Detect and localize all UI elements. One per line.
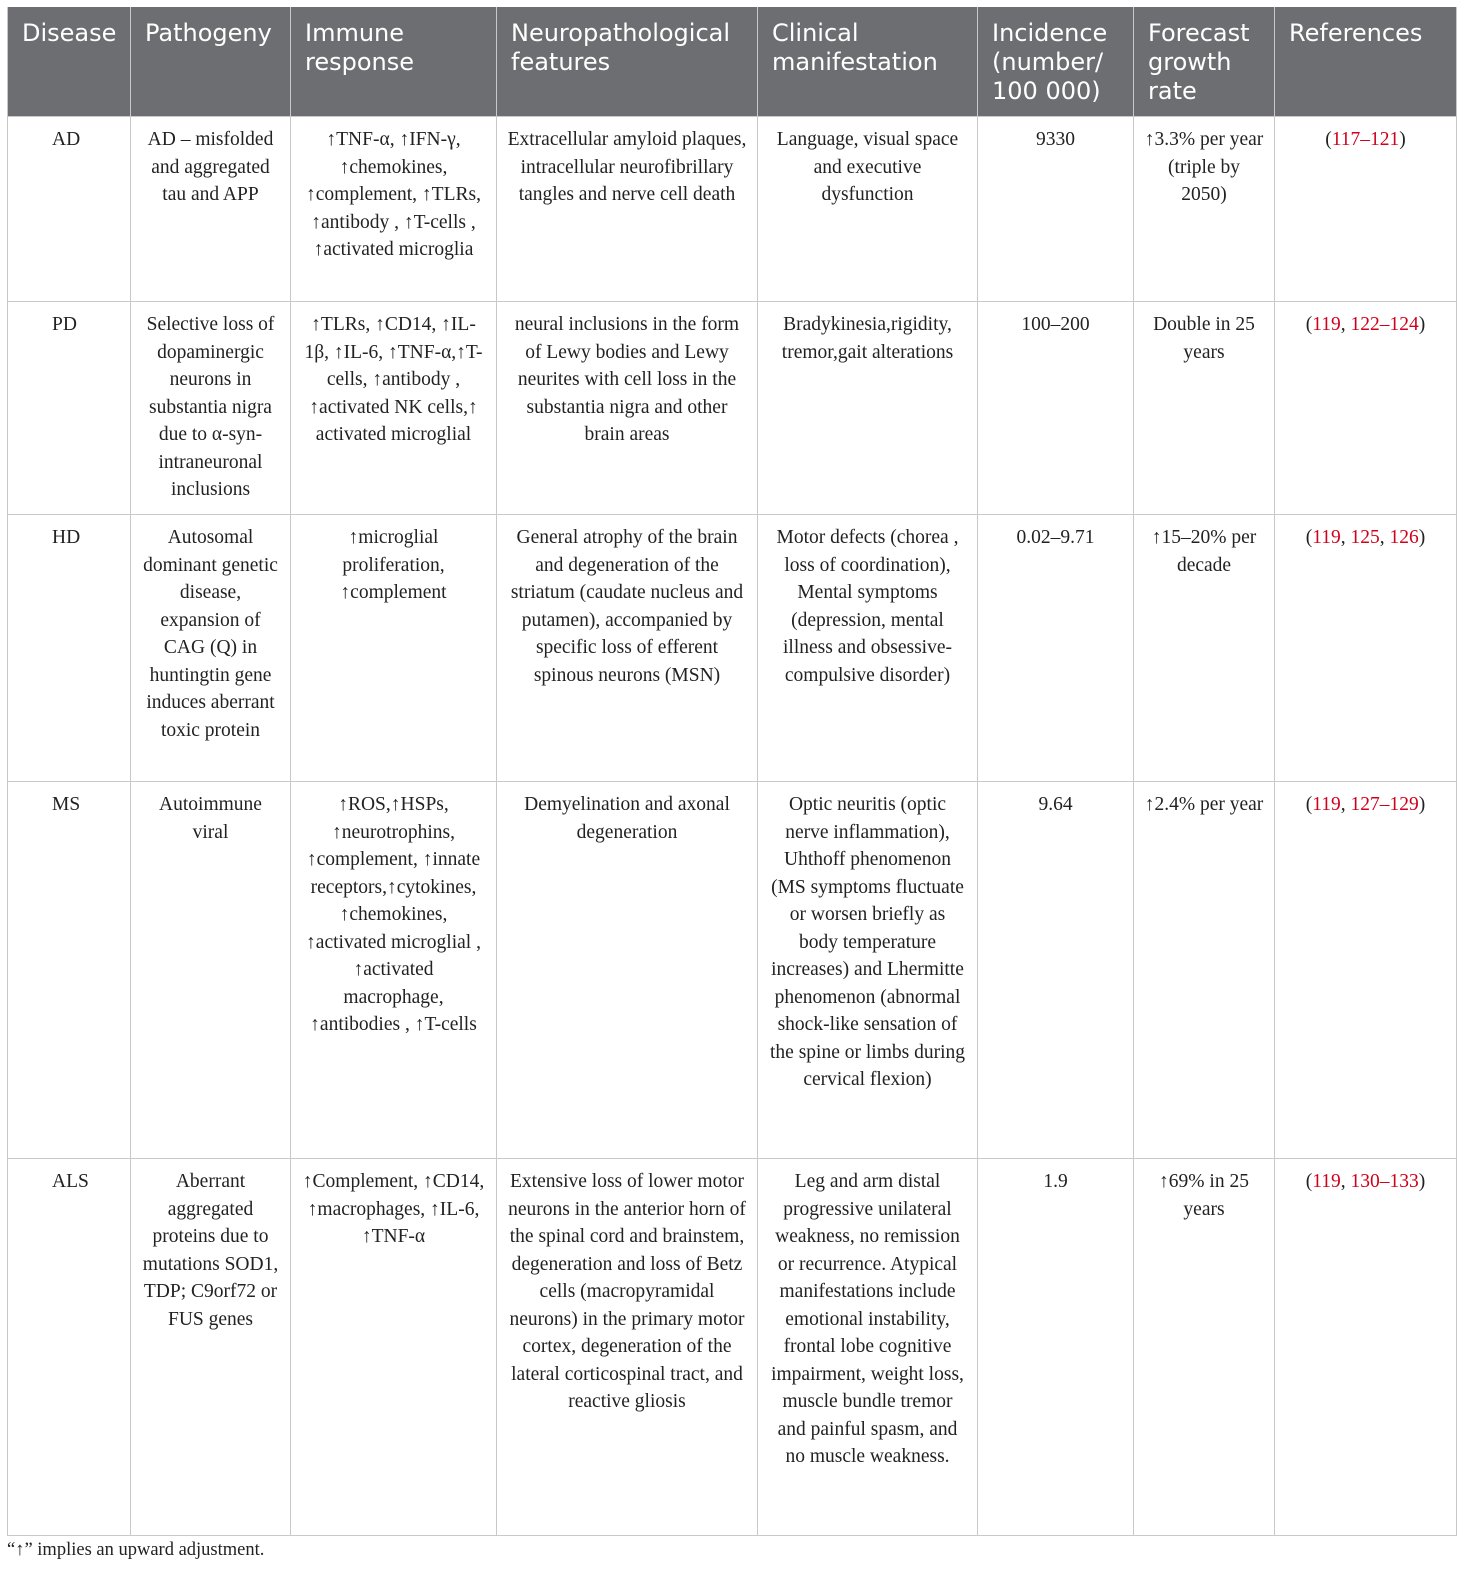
cell-references: (119, 127–129) (1275, 782, 1457, 1159)
cell-references: (119, 125, 126) (1275, 515, 1457, 782)
cell-references: (119, 130–133) (1275, 1159, 1457, 1536)
cell-forecast-growth-rate: ↑69% in 25 years (1134, 1159, 1275, 1536)
cell-neuropathological-features: neural inclusions in the form of Lewy bodies and Lewy neurites with cell loss in the substantia nigra and other brain areas (497, 302, 758, 515)
header-incidence: Incidence (number/ 100 000) (978, 7, 1134, 117)
reference-link[interactable]: 122–124 (1350, 314, 1419, 335)
cell-immune-response: ↑Complement, ↑CD14, ↑macrophages, ↑IL-6, ↑TNF-α (291, 1159, 497, 1536)
table-container (7, 7, 1456, 1536)
cell-immune-response: ↑TLRs, ↑CD14, ↑IL-1β, ↑IL-6, ↑TNF-α,↑T-cells, ↑antibody , ↑activated NK cells,↑ activated microglial (291, 302, 497, 515)
cell-neuropathological-features: Extracellular amyloid plaques, intracellular neurofibrillary tangles and nerve cell death (497, 117, 758, 302)
reference-link[interactable]: 126 (1389, 527, 1419, 548)
cell-pathogeny: Autoimmune viral (131, 782, 291, 1159)
header-references: References (1275, 7, 1457, 117)
disease-table (7, 7, 1457, 1536)
cell-incidence: 9.64 (978, 782, 1134, 1159)
cell-clinical-manifestation: Motor defects (chorea , loss of coordination), Mental symptoms (depression, mental illness and obsessive-compulsive disorder) (758, 515, 978, 782)
table-row (8, 117, 1457, 302)
table-row (8, 302, 1457, 515)
cell-pathogeny: Selective loss of dopaminergic neurons in substantia nigra due to α-syn- intraneuronal inclusions (131, 302, 291, 515)
reference-link[interactable]: 130–133 (1350, 1171, 1419, 1192)
table-row (8, 515, 1457, 782)
cell-forecast-growth-rate: ↑3.3% per year (triple by 2050) (1134, 117, 1275, 302)
header-row (8, 7, 1457, 117)
cell-clinical-manifestation: Leg and arm distal progressive unilateral weakness, no remission or recurrence. Atypical manifestations include emotional instability, frontal lobe cognitive impairment, weight loss, muscle bundle tremor and painful spasm, and no muscle weakness. (758, 1159, 978, 1536)
header-immune-response: Immune response (291, 7, 497, 117)
cell-disease: AD (8, 117, 131, 302)
reference-link[interactable]: 117–121 (1331, 129, 1400, 150)
cell-pathogeny: Aberrant aggregated proteins due to mutations SOD1, TDP; C9orf72 or FUS genes (131, 1159, 291, 1536)
cell-pathogeny: AD – misfolded and aggregated tau and APP (131, 117, 291, 302)
reference-link[interactable]: 127–129 (1350, 794, 1419, 815)
header-disease: Disease (8, 7, 131, 117)
cell-neuropathological-features: General atrophy of the brain and degeneration of the striatum (caudate nucleus and putamen), accompanied by specific loss of efferent spinous neurons (MSN) (497, 515, 758, 782)
header-pathogeny: Pathogeny (131, 7, 291, 117)
cell-clinical-manifestation: Optic neuritis (optic nerve inflammation), Uhthoff phenomenon (MS symptoms fluctuate or worsen briefly as body temperature increases) and Lhermitte phenomenon (abnormal shock-like sensation of the spine or limbs during cervical flexion) (758, 782, 978, 1159)
cell-disease: HD (8, 515, 131, 782)
cell-immune-response: ↑ROS,↑HSPs, ↑neurotrophins, ↑complement, ↑innate receptors,↑cytokines, ↑chemokines, ↑activated microglial , ↑activated macrophage, ↑antibodies , ↑T-cells (291, 782, 497, 1159)
table-row (8, 782, 1457, 1159)
cell-pathogeny: Autosomal dominant genetic disease, expansion of CAG (Q) in huntingtin gene induces aberrant toxic protein (131, 515, 291, 782)
cell-incidence: 0.02–9.71 (978, 515, 1134, 782)
cell-clinical-manifestation: Language, visual space and executive dysfunction (758, 117, 978, 302)
reference-link[interactable]: 119 (1312, 527, 1341, 548)
cell-immune-response: ↑microglial proliferation, ↑complement (291, 515, 497, 782)
cell-disease: MS (8, 782, 131, 1159)
cell-incidence: 9330 (978, 117, 1134, 302)
cell-incidence: 1.9 (978, 1159, 1134, 1536)
cell-forecast-growth-rate: ↑15–20% per decade (1134, 515, 1275, 782)
reference-link[interactable]: 119 (1312, 794, 1341, 815)
cell-disease: PD (8, 302, 131, 515)
cell-forecast-growth-rate: ↑2.4% per year (1134, 782, 1275, 1159)
cell-clinical-manifestation: Bradykinesia,rigidity, tremor,gait alterations (758, 302, 978, 515)
table-footnote: “↑” implies an upward adjustment. (7, 1540, 265, 1560)
cell-neuropathological-features: Extensive loss of lower motor neurons in the anterior horn of the spinal cord and brainstem, degeneration and loss of Betz cells (macropyramidal neurons) in the primary motor cortex, degeneration of the lateral corticospinal tract, and reactive gliosis (497, 1159, 758, 1536)
header-forecast-growth-rate: Forecast growth rate (1134, 7, 1275, 117)
reference-link[interactable]: 125 (1350, 527, 1380, 548)
cell-references: (119, 122–124) (1275, 302, 1457, 515)
cell-immune-response: ↑TNF-α, ↑IFN-γ, ↑chemokines, ↑complement, ↑TLRs, ↑antibody , ↑T-cells , ↑activated microglia (291, 117, 497, 302)
cell-incidence: 100–200 (978, 302, 1134, 515)
cell-disease: ALS (8, 1159, 131, 1536)
cell-forecast-growth-rate: Double in 25 years (1134, 302, 1275, 515)
cell-references: (117–121) (1275, 117, 1457, 302)
cell-neuropathological-features: Demyelination and axonal degeneration (497, 782, 758, 1159)
header-clinical-manifestation: Clinical manifestation (758, 7, 978, 117)
header-neuropathological-features: Neuropathological features (497, 7, 758, 117)
table-row (8, 1159, 1457, 1536)
reference-link[interactable]: 119 (1312, 1171, 1341, 1192)
reference-link[interactable]: 119 (1312, 314, 1341, 335)
